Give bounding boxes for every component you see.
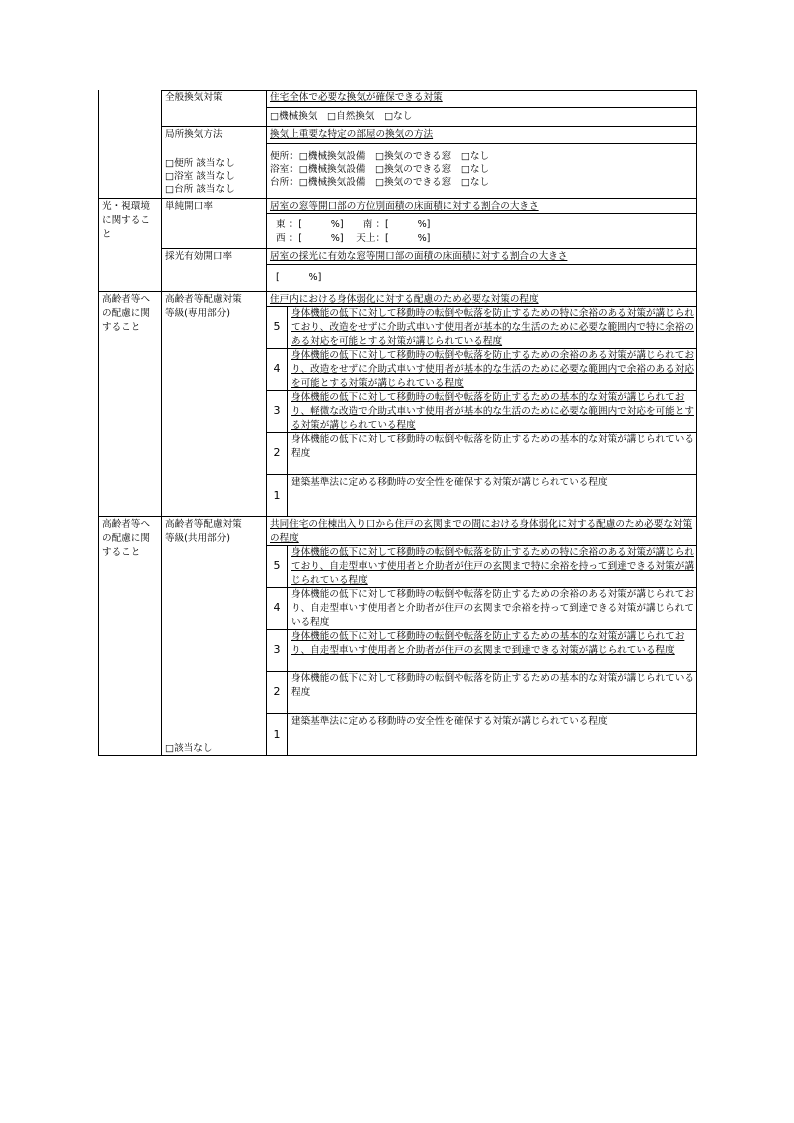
simple-opening-heading: 居室の窓等開口部の方位別面積の床面積に対する割合の大きさ <box>270 201 539 212</box>
common-level-4-text: 身体機能の低下に対して移動時の転倒や転落を防止するための余裕のある対策が講じられており、自走型車いす使用者と介助者が住戸の玄関まで余裕を持って到達できる対策が講じられている程度 <box>291 589 694 628</box>
common-level-1-number: 1 <box>273 728 281 741</box>
private-level-3-number: 3 <box>273 404 281 417</box>
private-level-2-text: 身体機能の低下に対して移動時の転倒や転落を防止するための基本的な対策が講じられている程度 <box>291 434 694 459</box>
effective-opening-ratio: [ %] <box>276 272 322 283</box>
common-level-5-text: 身体機能の低下に対して移動時の転倒や転落を防止するための特に余裕のある対策が講じられており、自走型車いす使用者と介助者が住戸の玄関まで特に余裕を持って到達できる対策が講じられている程度 <box>291 547 694 586</box>
light-category-line1: 光・視環境 <box>102 201 150 212</box>
general-vent-heading: 住宅全体で必要な換気が確保できる対策 <box>270 92 443 103</box>
common-level-1-text: 建築基準法に定める移動時の安全性を確保する対策が講じられている程度 <box>291 716 608 727</box>
general-vent-label: 全般換気対策 <box>165 92 223 103</box>
level-column-divider-private <box>287 306 288 517</box>
toilet-na-checkbox[interactable]: □便所 該当なし <box>165 158 235 169</box>
rule <box>161 248 697 249</box>
elderly-common-category-line2: の配慮に関 <box>102 533 150 544</box>
elderly-common-category-line3: すること <box>102 547 141 558</box>
elderly-common-label-line2: 等級(共用部分) <box>165 533 231 544</box>
elderly-common-category-line1: 高齢者等へ <box>102 519 150 530</box>
table-border-right <box>696 90 697 756</box>
toilet-vent-options: 便所：□機械換気設備 □換気のできる窓 □なし <box>270 151 490 162</box>
kitchen-vent-options: 台所：□機械換気設備 □換気のできる窓 □なし <box>270 177 490 188</box>
private-level-3-text: 身体機能の低下に対して移動時の転倒や転落を防止するための基本的な対策が講じられており、軽微な改造で介助式車いす使用者が基本的な生活のために必要な範囲内で対応を可能とする対策が講じられている程度 <box>291 392 694 431</box>
private-level-1-number: 1 <box>273 489 281 502</box>
common-level-5-number: 5 <box>273 559 281 572</box>
common-level-3-text: 身体機能の低下に対して移動時の転倒や転落を防止するための基本的な対策が講じられており、自走型車いす使用者と介助者が住戸の玄関まで到達できる対策が講じられている程度 <box>291 631 685 656</box>
rule <box>266 143 697 144</box>
light-category-line3: と <box>102 229 112 240</box>
elderly-common-heading: 共同住宅の住棟出入り口から住戸の玄関までの間における身体弱化に対する配慮のため必要な対策の程度 <box>270 519 693 544</box>
common-level-3-number: 3 <box>273 643 281 656</box>
elderly-private-label-line1: 高齢者等配慮対策 <box>165 294 242 305</box>
common-level-2-number: 2 <box>273 685 281 698</box>
rule <box>98 198 697 199</box>
common-level-2-text: 身体機能の低下に対して移動時の転倒や転落を防止するための基本的な対策が講じられている程度 <box>291 673 694 698</box>
local-vent-heading: 換気上重要な特定の部屋の換気の方法 <box>270 129 434 140</box>
table-border-left <box>98 90 99 756</box>
column-divider-2 <box>266 90 267 756</box>
elderly-private-category-line2: の配慮に関 <box>102 308 150 319</box>
kitchen-na-checkbox[interactable]: □台所 該当なし <box>165 184 235 195</box>
rule <box>266 713 697 714</box>
bath-na-checkbox[interactable]: □浴室 該当なし <box>165 171 235 182</box>
rule <box>98 291 697 292</box>
column-divider-1 <box>161 90 162 756</box>
elderly-private-label-line2: 等級(専用部分) <box>165 308 231 319</box>
general-vent-options: □機械換気 □自然換気 □なし <box>270 111 413 122</box>
light-category-line2: に関するこ <box>102 215 150 226</box>
private-level-4-number: 4 <box>273 362 281 375</box>
common-level-4-number: 4 <box>273 601 281 614</box>
private-level-5-number: 5 <box>273 320 281 333</box>
rule <box>266 107 697 108</box>
effective-opening-label: 採光有効開口率 <box>165 251 233 262</box>
effective-opening-heading: 居室の採光に有効な窓等開口部の面積の床面積に対する割合の大きさ <box>270 251 568 262</box>
level-column-divider-common <box>287 545 288 756</box>
rule <box>266 474 697 475</box>
private-level-2-number: 2 <box>273 446 281 459</box>
private-level-4-text: 身体機能の低下に対して移動時の転倒や転落を防止するための余裕のある対策が講じられており、改造をせずに介助式車いす使用者が基本的な生活のために必要な範囲内で余裕のある対応を可能とする対策が講じられている程度 <box>291 350 694 389</box>
rule <box>98 516 697 517</box>
rule <box>161 126 697 127</box>
elderly-private-category-line1: 高齢者等へ <box>102 294 150 305</box>
private-level-1-text: 建築基準法に定める移動時の安全性を確保する対策が講じられている程度 <box>291 477 608 488</box>
direction-ratio-line1: 東 ：[ %] 南 ：[ %] <box>276 219 431 230</box>
private-level-5-text: 身体機能の低下に対して移動時の転倒や転落を防止するための特に余裕のある対策が講じられており、改造をせずに介助式車いす使用者が基本的な生活のために必要な範囲内で特に余裕のある対応を可能とする対策が講じられている程度 <box>291 308 694 347</box>
local-vent-label: 局所換気方法 <box>165 129 223 140</box>
bath-vent-options: 浴室：□機械換気設備 □換気のできる窓 □なし <box>270 164 490 175</box>
elderly-common-na-checkbox[interactable]: □該当なし <box>165 743 213 754</box>
simple-opening-label: 単純開口率 <box>165 201 213 212</box>
elderly-private-category-line3: すること <box>102 322 141 333</box>
rule <box>266 264 697 265</box>
elderly-private-heading: 住戸内における身体弱化に対する配慮のため必要な対策の程度 <box>270 294 539 305</box>
elderly-common-label-line1: 高齢者等配慮対策 <box>165 519 242 530</box>
direction-ratio-line2: 西 ：[ %] 天上：[ %] <box>276 233 431 244</box>
